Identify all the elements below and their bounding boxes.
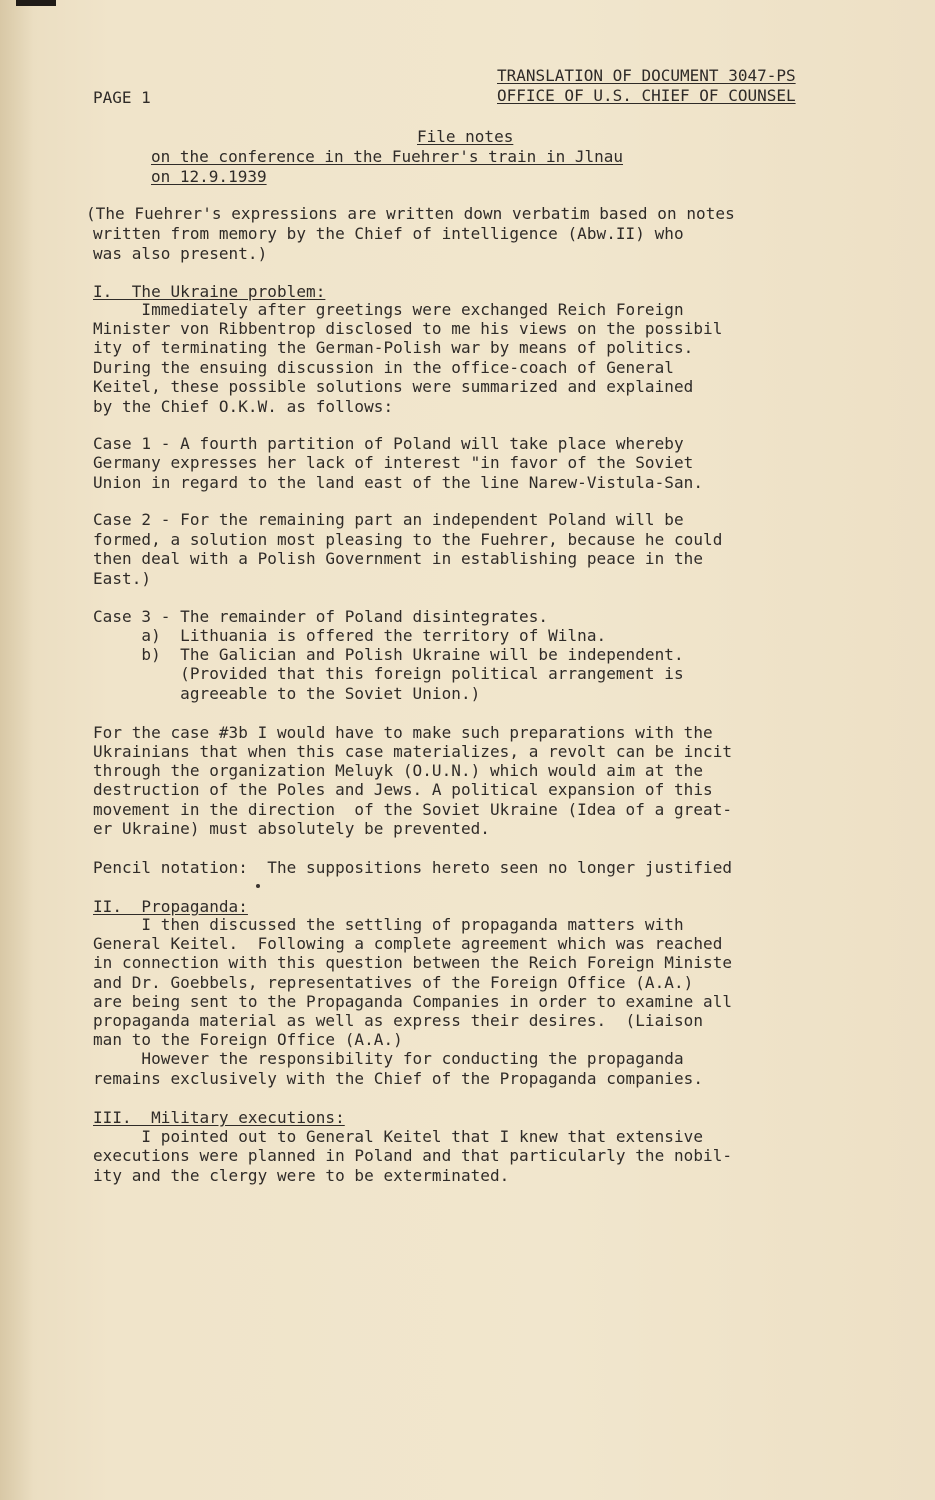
case-1-line: Union in regard to the land east of the line Narew-Vistula-San. [93,473,704,492]
case-3-line: Case 3 - The remainder of Poland disintegrates. [93,607,549,626]
paper-edge-shadow [0,0,34,1500]
body-line: by the Chief O.K.W. as follows: [93,397,394,416]
binding-mark [16,0,56,6]
case-3-line: agreeable to the Soviet Union.) [93,684,481,703]
body-line: remains exclusively with the Chief of the Propaganda companies. [93,1069,704,1088]
body-line: I then discussed the settling of propaganda matters with [93,915,684,934]
title-line-3: on 12.9.1939 [151,167,267,186]
body-line: Immediately after greetings were exchanged Reich Foreign [93,300,684,319]
body-line: man to the Foreign Office (A.A.) [93,1030,403,1049]
case-2-line: East.) [93,569,152,588]
case-3b-line: movement in the direction of the Soviet Ukraine (Idea of a great- [93,800,733,819]
case-2-line: Case 2 - For the remaining part an independent Poland will be [93,510,684,529]
document-number: TRANSLATION OF DOCUMENT 3047-PS [497,66,796,85]
body-line: Minister von Ribbentrop disclosed to me his views on the possibil [93,319,723,338]
section-heading-military-executions: III. Military executions: [93,1108,345,1127]
body-line: Keitel, these possible solutions were summarized and explained [93,377,694,396]
case-2-line: then deal with a Polish Government in establishing peace in the [93,549,704,568]
case-3b-line: Ukrainians that when this case materializes, a revolt can be incit [93,742,733,761]
case-2-line: formed, a solution most pleasing to the Fuehrer, because he could [93,530,723,549]
section-heading-ukraine: I. The Ukraine problem: [93,282,326,301]
body-line: and Dr. Goebbels, representatives of the Foreign Office (A.A.) [93,973,694,992]
case-3-item-b: b) The Galician and Polish Ukraine will be independent. [93,645,684,664]
body-line: During the ensuing discussion in the office-coach of General [93,358,674,377]
ink-dot [256,884,260,888]
body-line: ity and the clergy were to be exterminated. [93,1166,510,1185]
office-name: OFFICE OF U.S. CHIEF OF COUNSEL [497,86,796,105]
page-number: PAGE 1 [93,88,151,107]
title-line-1: File notes [417,127,514,146]
title-line-2: on the conference in the Fuehrer's train in Jlnau [151,147,624,166]
body-line: ity of terminating the German-Polish war by means of politics. [93,338,694,357]
intro-line: (The Fuehrer's expressions are written down verbatim based on notes [86,204,735,223]
pencil-notation: Pencil notation: The suppositions hereto seen no longer justified [93,858,733,877]
body-line: are being sent to the Propaganda Companies in order to examine all [93,992,733,1011]
case-1-line: Germany expresses her lack of interest "in favor of the Soviet [93,453,694,472]
case-3b-line: For the case #3b I would have to make such preparations with the [93,723,713,742]
case-3b-line: destruction of the Poles and Jews. A political expansion of this [93,780,713,799]
case-3b-line: er Ukraine) must absolutely be prevented. [93,819,490,838]
intro-line: written from memory by the Chief of intelligence (Abw.II) who [93,224,684,243]
body-line: executions were planned in Poland and that particularly the nobil- [93,1146,733,1165]
intro-line: was also present.) [93,244,268,263]
body-line: I pointed out to General Keitel that I knew that extensive [93,1127,704,1146]
body-line: General Keitel. Following a complete agreement which was reached [93,934,723,953]
case-3-line: (Provided that this foreign political arrangement is [93,664,684,683]
case-3-item-a: a) Lithuania is offered the territory of Wilna. [93,626,607,645]
case-3b-line: through the organization Meluyk (O.U.N.) which would aim at the [93,761,704,780]
case-1-line: Case 1 - A fourth partition of Poland will take place whereby [93,434,684,453]
body-line: However the responsibility for conducting the propaganda [93,1049,684,1068]
section-heading-propaganda: II. Propaganda: [93,897,248,916]
body-line: propaganda material as well as express their desires. (Liaison [93,1011,704,1030]
body-line: in connection with this question between the Reich Foreign Ministe [93,953,733,972]
